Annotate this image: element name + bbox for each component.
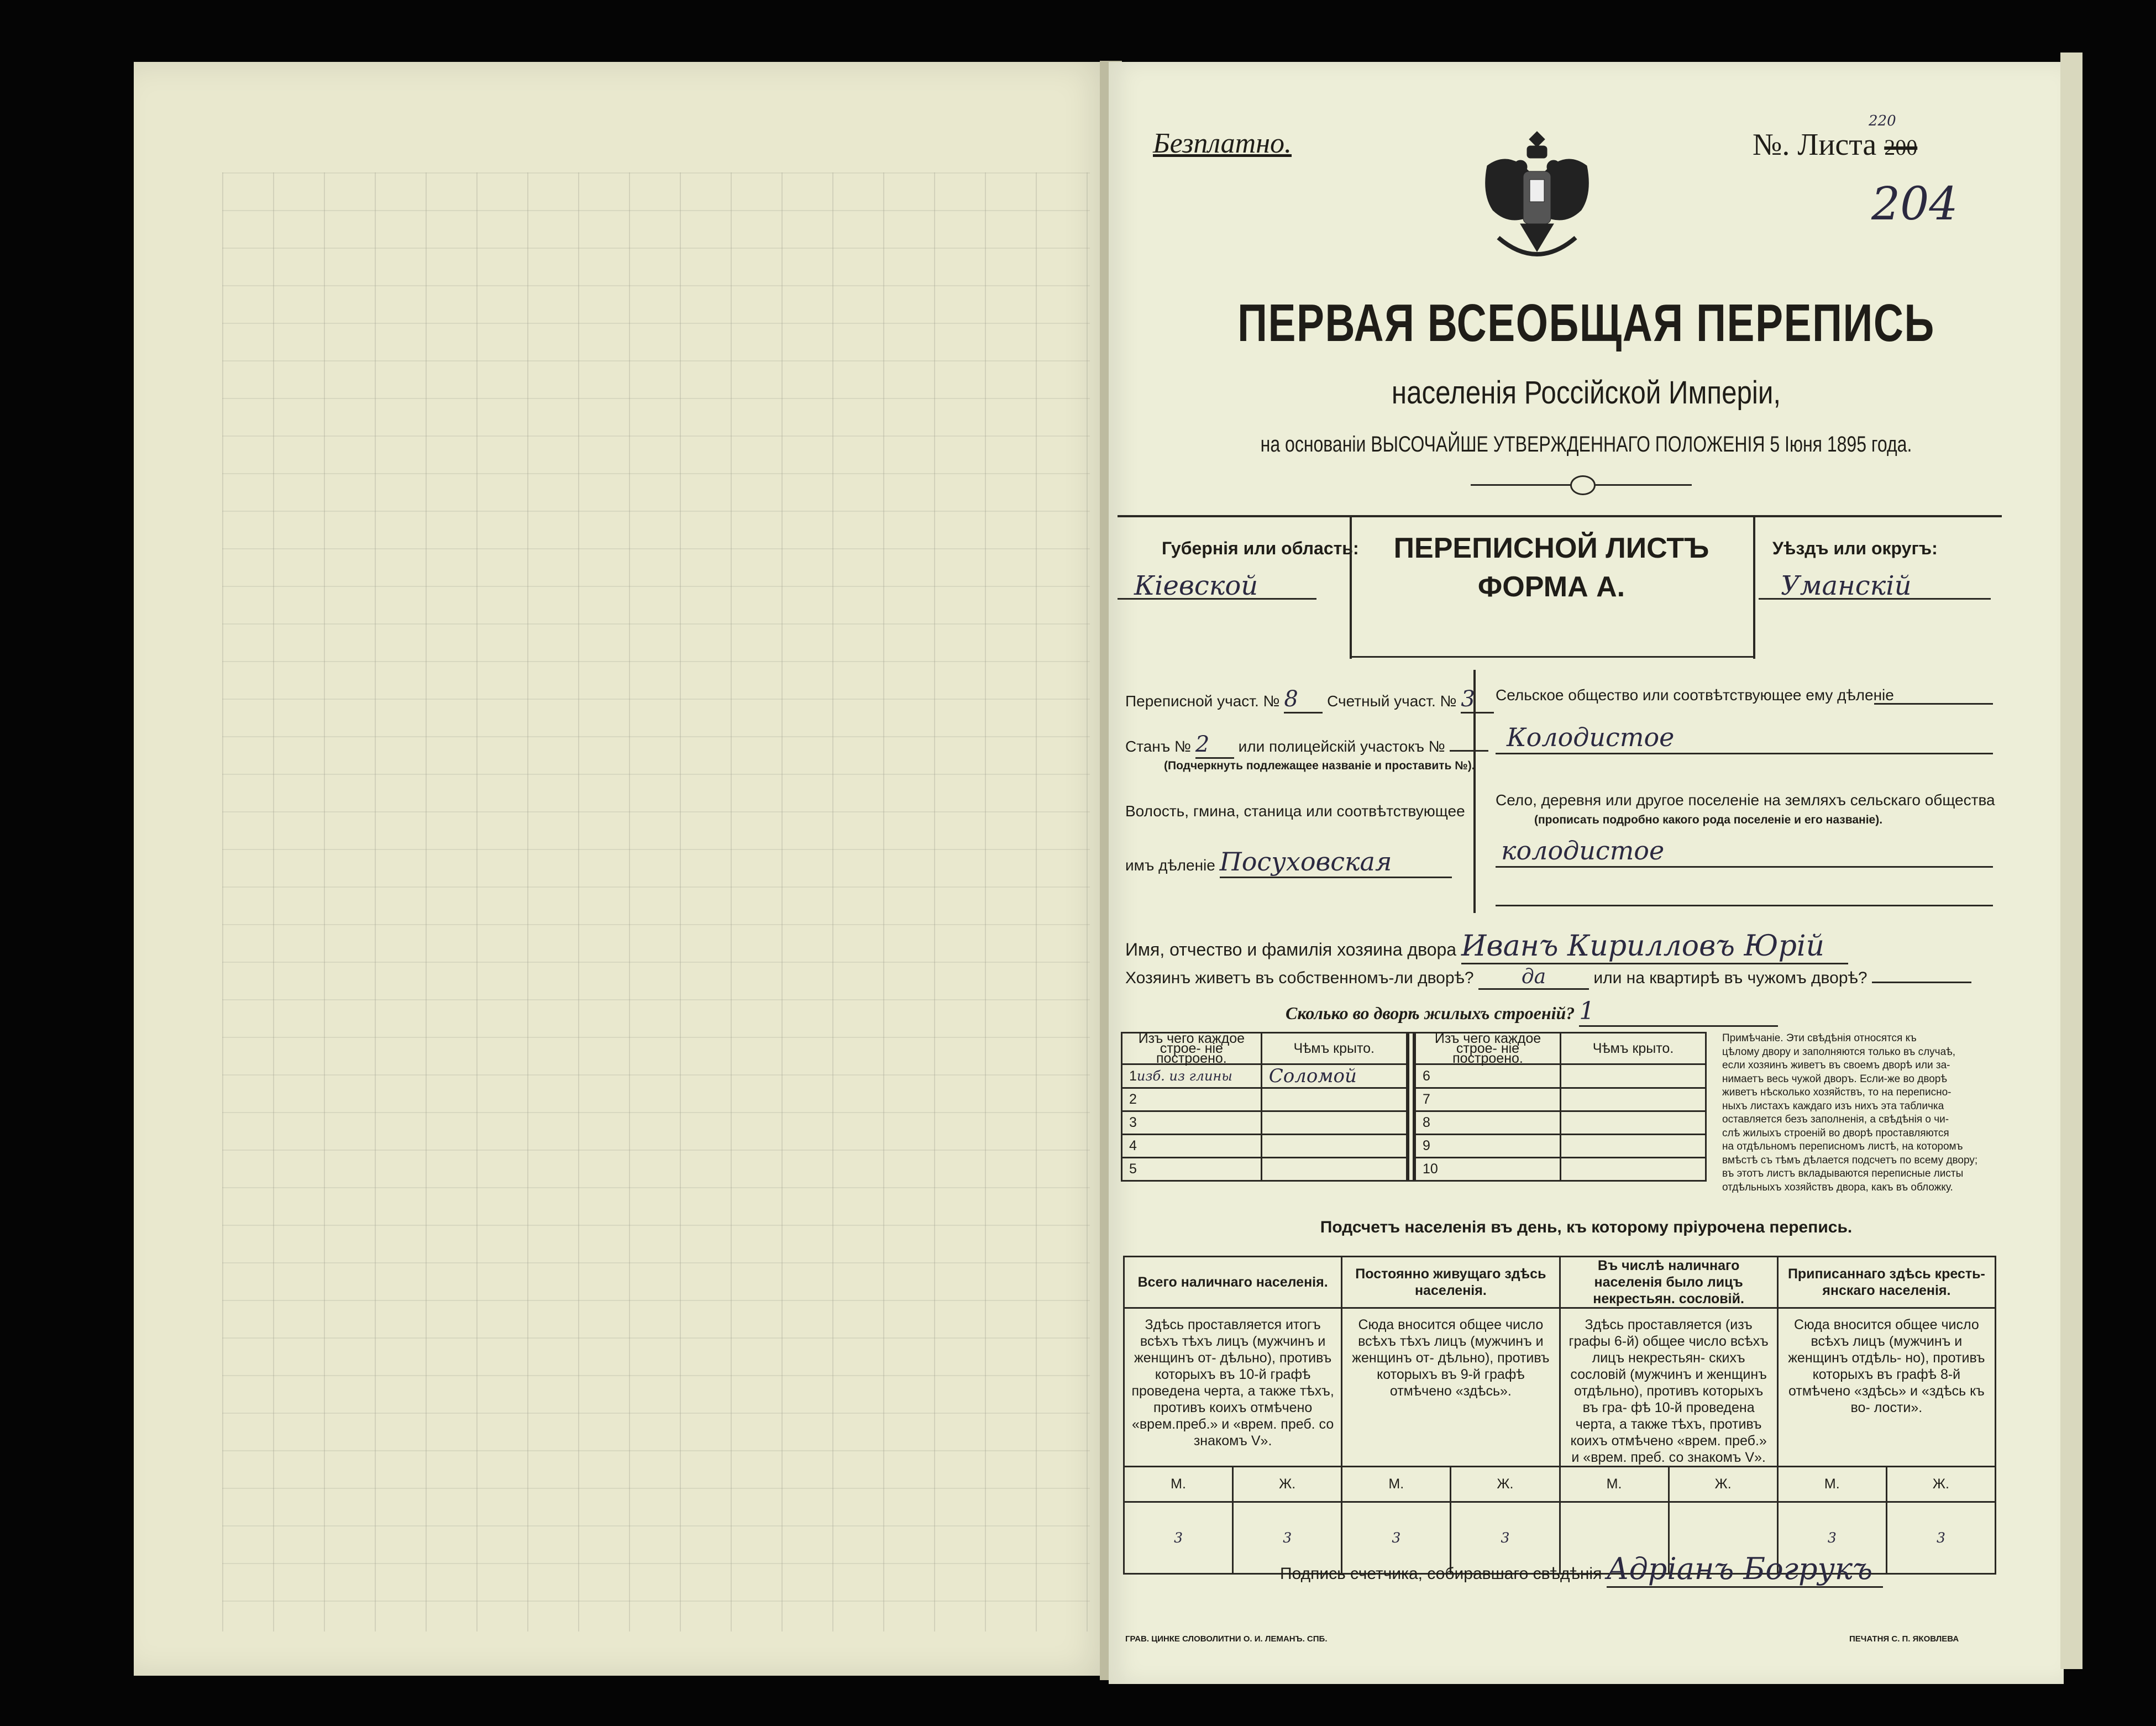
free-label: Безплатно.	[1153, 128, 1292, 159]
col-material-left: Изъ чего каждое строе- ніе построено.	[1122, 1033, 1262, 1064]
village-label: Село, деревня или другое поселеніе на земляхъ сельскаго общества	[1496, 791, 1995, 809]
census-basis: на основаніи ВЫСОЧАЙШЕ УТВЕРЖДЕННАГО ПОЛОЖЕНІЯ 5 Іюня 1895 года.	[1260, 432, 1912, 457]
sheet-number-label: №. Листа	[1753, 128, 1877, 162]
village-value: колодистое	[1501, 836, 1665, 865]
pop-col4-female: 3	[1886, 1502, 1995, 1574]
pop-col4-male: 3	[1777, 1502, 1886, 1574]
pop-col1-male: 3	[1124, 1502, 1233, 1574]
census-district-value: 8	[1284, 686, 1323, 714]
table-row: 1изб. из глины Соломой 6	[1122, 1064, 1706, 1088]
population-table: Всего наличнаго населенія. Постоянно живущаго здѣсь населенія. Въ числѣ наличнаго населенія было лицъ некрестьян. сословій. Приписаннаго здѣсь кресть- янскаго населенія. Здѣсь проставляется итогъ всѣхъ тѣхъ лицъ (мужчинъ и женщинъ от- дѣльно), противъ которыхъ въ 10-й графѣ проведена черта, а также тѣхъ, противъ коихъ отмѣчено «врем.преб.» и «врем. преб. со знакомъ V». Сюда вносится общее число всѣхъ тѣхъ лицъ (мужчинъ и женщинъ от- дѣльно), противъ которыхъ въ 9-й графѣ отмѣчено «здѣсь». Здѣсь проставляется (изъ графы 6-й) общее число всѣхъ лицъ некрестьян- скихъ сословій (мужчинъ и женщинъ отдѣльно), противъ которыхъ въ гра- фѣ 10-й проведена черта, а также тѣхъ, противъ коихъ отмѣчено «врем. преб.» и «врем. преб. со знакомъ V». Сюда вносится общее число всѣхъ лицъ (мужчинъ и женщинъ отдѣль- но), противъ которыхъ въ графѣ 8-й отмѣчено «здѣсь» и «здѣсь къ во- лости». М. Ж. М. Ж. М. Ж. М. Ж. 3 3 3 3 3 3	[1123, 1256, 1996, 1575]
society-label: Сельское общество или соотвѣтствующее ему дѣленіе	[1496, 686, 1894, 704]
left-page-reverse	[134, 62, 1111, 1676]
sheet-number-small-hand: 220	[1869, 113, 1896, 129]
signature-value: Адріанъ Богрукъ	[1607, 1551, 1883, 1588]
note-block: Примѣчаніе. Эти свѣдѣнія относятся къ цѣлому двору и заполняются только въ случаѣ, если хозяинъ живетъ въ своемъ дворѣ или за- нимаетъ весь чужой дворъ. Если-же во дворѣ живетъ нѣсколько хозяйствъ, то на переписно- ныхъ листахъ каждаго изъ нихъ эта табличка оставляется безъ заполненія, а свѣдѣнія о чи- слѣ жилыхъ строеній во дворѣ проставляются на отдѣльномъ переписномъ листѣ, на которомъ вмѣстѣ съ тѣмъ дѣлается подсчетъ по всему двору; въ этотъ листъ вкладываются переписные листы отдѣльныхъ хозяйствъ двора, какъ въ обложку.	[1722, 1032, 1978, 1193]
row1-roof: Соломой	[1261, 1064, 1408, 1088]
form-title: ФОРМА А.	[1477, 571, 1625, 603]
pop-col4-desc: Сюда вносится общее число всѣхъ лицъ (мужчинъ и женщинъ отдѣль- но), противъ которыхъ въ графѣ 8-й отмѣчено «здѣсь» и «здѣсь къ во- лости».	[1777, 1308, 1995, 1467]
pop-col4-header: Приписаннаго здѣсь кресть- янскаго населенія.	[1777, 1257, 1995, 1308]
buildings-table	[1121, 1032, 1707, 1182]
lives-value: да	[1478, 966, 1589, 990]
table-row: 4 9	[1122, 1135, 1706, 1158]
ornament-center	[1570, 475, 1596, 495]
pop-col2-male: 3	[1342, 1502, 1451, 1574]
table-row: 2 7	[1122, 1088, 1706, 1111]
society-value: Колодистое	[1507, 722, 1675, 752]
sheet-number	[1753, 127, 1917, 162]
stan-field: Станъ № 2 или полицейскій участокъ №	[1125, 732, 1488, 759]
sheet-title: ПЕРЕПИСНОЙ ЛИСТЪ	[1393, 532, 1709, 564]
pop-col2-header: Постоянно живущаго здѣсь населенія.	[1342, 1257, 1560, 1308]
uezd-value: Уманскій	[1781, 570, 1912, 601]
population-title: Подсчетъ населенія въ день, къ которому пріурочена перепись.	[1320, 1218, 1853, 1236]
uezd-label: Уѣздъ или округъ:	[1772, 538, 1938, 558]
census-subtitle: населенія Россійской Имперіи,	[1391, 375, 1781, 411]
stan-value: 2	[1195, 732, 1234, 759]
printer-right: ПЕЧАТНЯ С. П. ЯКОВЛЕВА	[1849, 1634, 1959, 1644]
table-row: 3 8	[1122, 1111, 1706, 1135]
sheet-number-handwritten: 204	[1871, 178, 1958, 230]
gubernia-label: Губернія или область:	[1162, 538, 1359, 558]
col-material-right: Изъ чего каждое строе- ніе построено.	[1414, 1033, 1561, 1064]
volost-value: Посуховская	[1220, 847, 1452, 878]
col-roof-left: Чѣмъ крыто.	[1261, 1033, 1408, 1064]
lives-field: Хозяинъ живетъ въ собственномъ-ли дворѣ? да или на квартирѣ въ чужомъ дворѣ?	[1125, 966, 1971, 990]
pop-col1-desc: Здѣсь проставляется итогъ всѣхъ тѣхъ лицъ (мужчинъ и женщинъ от- дѣльно), противъ которыхъ въ 10-й графѣ проведена черта, а также тѣхъ, противъ коихъ отмѣчено «врем.преб.» и «врем. преб. со знакомъ V».	[1124, 1308, 1342, 1467]
census-form-page	[1109, 62, 2064, 1684]
page-stack-edge	[2060, 53, 2082, 1669]
sheet-number-struck: 200	[1884, 135, 1918, 160]
row1-material: изб. из глины	[1136, 1068, 1232, 1084]
volost-field: имъ дѣленіе Посуховская	[1125, 847, 1452, 878]
owner-value: Иванъ Кирилловъ Юрій	[1461, 930, 1848, 964]
pop-col2-female: 3	[1451, 1502, 1560, 1574]
pop-col3-header: Въ числѣ наличнаго населенія было лицъ некрестьян. сословій.	[1560, 1257, 1777, 1308]
fields-divider	[1473, 670, 1476, 913]
buildings-value: 1	[1579, 997, 1778, 1027]
underline-note: (Подчеркнуть подлежащее названіе и проставить №).	[1164, 759, 1475, 772]
signature-field: Подпись счетчика, собиравшаго свѣдѣнія Адріанъ Богрукъ	[1280, 1551, 1883, 1588]
pop-col1-female: 3	[1233, 1502, 1342, 1574]
imperial-eagle-emblem	[1476, 127, 1598, 265]
pop-col1-header: Всего наличнаго населенія.	[1124, 1257, 1342, 1308]
count-district-value: 3	[1461, 686, 1494, 714]
faint-bleed-through-grid	[222, 172, 1090, 1631]
village-note: (прописать подробно какого рода поселеніе и его названіе).	[1534, 814, 1883, 826]
col-roof-right: Чѣмъ крыто.	[1561, 1033, 1706, 1064]
buildings-field: Сколько во дворѣ жилыхъ строеній? 1	[1286, 997, 1778, 1027]
census-main-title: ПЕРВАЯ ВСЕОБЩАЯ ПЕРЕПИСЬ	[1237, 293, 1935, 353]
form-header-box	[1118, 515, 2002, 659]
owner-field: Имя, отчество и фамилія хозяина двора Иванъ Кирилловъ Юрій	[1125, 930, 1848, 964]
census-district-field: Переписной участ. № 8 Счетный участ. № 3	[1125, 686, 1494, 714]
gubernia-value: Кіевской	[1134, 570, 1258, 601]
pop-col2-desc: Сюда вносится общее число всѣхъ тѣхъ лицъ (мужчинъ и женщинъ от- дѣльно), противъ которыхъ въ 9-й графѣ отмѣчено «здѣсь».	[1342, 1308, 1560, 1467]
printer-left: ГРАВ. ЦИНКЕ СЛОВОЛИТНИ О. И. ЛЕМАНЪ. СПБ.	[1125, 1634, 1328, 1644]
volost-label: Волость, гмина, станица или соотвѣтствующее	[1125, 802, 1465, 820]
pop-col3-desc: Здѣсь проставляется (изъ графы 6-й) общее число всѣхъ лицъ некрестьян- скихъ сословій (мужчинъ и женщинъ отдѣльно), противъ которыхъ въ гра- фѣ 10-й проведена черта, а также тѣхъ, противъ коихъ отмѣчено «врем. преб.» и «врем. преб. со знакомъ V».	[1560, 1308, 1777, 1467]
table-row: 5 10	[1122, 1158, 1706, 1181]
